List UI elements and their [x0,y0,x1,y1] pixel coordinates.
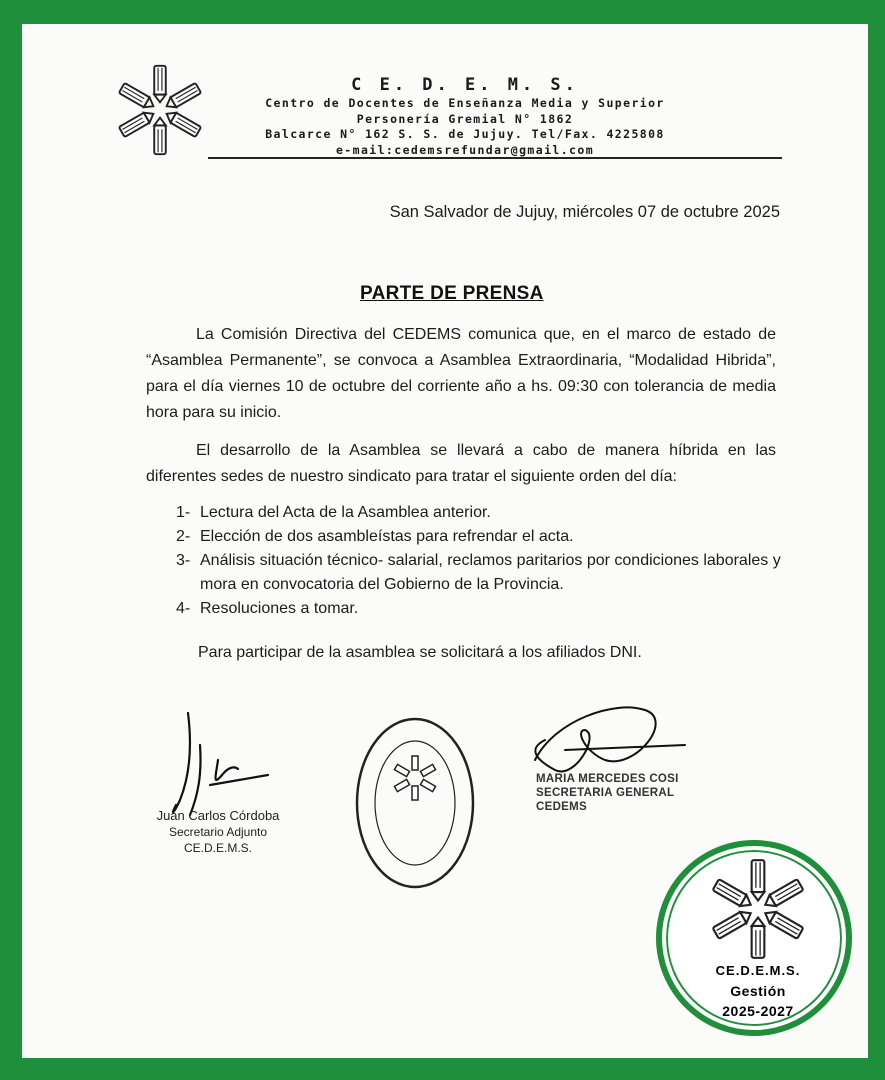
agenda-number: 3- [176,552,191,569]
letterhead [205,74,725,158]
signer-name: Juan Carlos Córdoba [156,808,280,823]
date-line: San Salvador de Jujuy, miércoles 07 de octubre 2025 [389,203,780,221]
list-item [176,501,786,525]
list-item [176,525,786,549]
badge-inner-circle [662,846,846,1030]
agenda-text: Lectura del Acta de la Asamblea anterior. [200,504,491,521]
list-item [176,597,786,621]
management-badge [656,840,852,1036]
pencil-star-icon [112,62,208,158]
union-seal-stamp [353,716,478,891]
agenda-text: Resoluciones a tomar. [200,600,359,617]
agenda-number: 4- [176,600,191,617]
badge-org: CE.D.E.M.S. [715,963,801,978]
pencil-star-icon [705,856,811,962]
signer-org: CEDEMS [536,801,588,813]
signature-right-block [536,772,686,814]
letterhead-divider [208,157,782,159]
badge-period: 2025-2027 [722,1003,794,1019]
closing-line: Para participar de la asamblea se solicitará a los afiliados DNI. [198,644,642,661]
paragraph-1: La Comisión Directiva del CEDEMS comunica que, en el marco de estado de “Asamblea Permanente”, se convoca a Asamblea Extraordinaria, “Modalidad Hibrida”, para el día viernes 10 de octubre del corriente año a hs. 09:30 con tolerancia de media hora para su inicio. [146,326,776,421]
agenda-number: 2- [176,528,191,545]
signer-name: MARIA MERCEDES COSI [536,773,679,785]
org-short-name: C E. D. E. M. S. [351,75,579,95]
agenda-list [176,501,786,621]
personeria-line: Personería Gremial N° 1862 [356,111,574,126]
org-full-name: Centro de Docentes de Enseñanza Media y Superior [265,96,665,110]
signer-role: SECRETARIA GENERAL [536,787,675,799]
address-line: Balcarce N° 162 S. S. de Jujuy. Tel/Fax. 4225808 [265,127,665,141]
agenda-text: Análisis situación técnico- salarial, reclamos paritarios por condiciones laborales y mora en convocatoria del Gobierno de la Provincia. [200,552,781,593]
email-line: e-mail:cedemsrefundar@gmail.com [335,142,595,157]
signature-left-block [138,808,298,856]
agenda-number: 1- [176,504,191,521]
agenda-text: Elección de dos asambleístas para refrendar el acta. [200,528,574,545]
document-title: PARTE DE PRENSA [360,283,544,304]
list-item [176,549,786,597]
badge-label: Gestión [730,983,786,999]
paragraph-2: El desarrollo de la Asamblea se llevará a cabo de manera híbrida en las diferentes sedes de nuestro sindicato para tratar el siguiente orden del día: [146,442,776,485]
signer-role: Secretario Adjunto [168,825,268,839]
signer-org: CE.D.E.M.S. [183,841,252,855]
